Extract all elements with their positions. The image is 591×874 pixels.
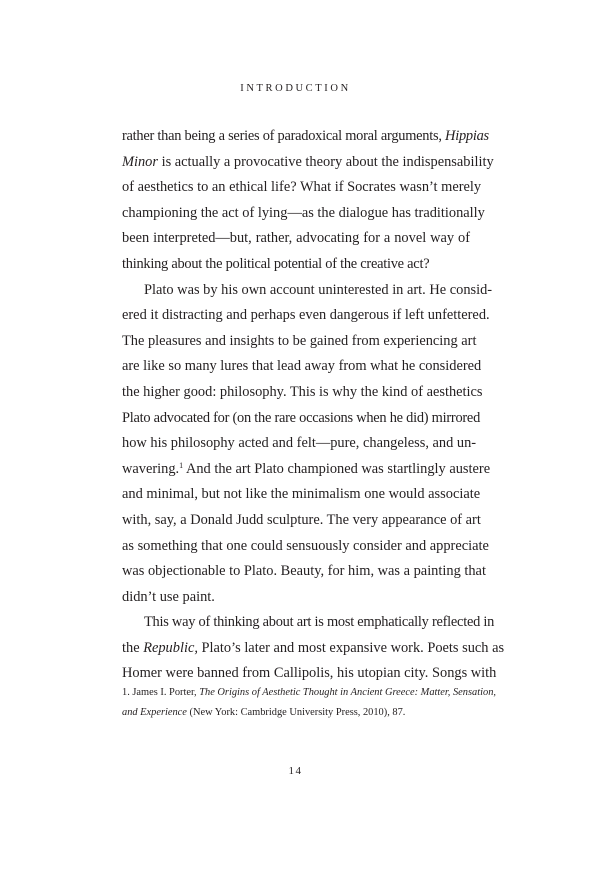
body-line <box>122 431 477 457</box>
text-run: as something that one could sensuously consider and appreciate <box>122 537 489 554</box>
body-line <box>122 457 491 483</box>
body-line <box>122 329 477 355</box>
text-run: how his philosophy acted and felt—pure, changeless, and un- <box>122 435 477 452</box>
footnote-line <box>122 703 470 723</box>
text-run: and minimal, but not like the minimalism one would associate <box>122 486 481 503</box>
text-run: been interpreted—but, rather, advocating for a novel way of <box>122 230 470 247</box>
text-run: 1. James I. Porter, <box>122 687 200 698</box>
text-run: with, say, a Donald Judd sculpture. The very appearance of art <box>122 511 481 528</box>
text-run: Plato was by his own account uninterested in art. He consid- <box>144 281 493 298</box>
body-line <box>122 610 495 636</box>
body-line <box>122 354 482 380</box>
text-run: And the art Plato championed was startlingly austere <box>183 460 491 477</box>
text-run: didn’t use paint. <box>122 588 215 605</box>
body-line <box>122 278 493 304</box>
body-line <box>122 226 470 252</box>
text-run: wavering. <box>122 460 180 477</box>
footnote-ref[interactable]: 1 <box>179 460 184 470</box>
italic-text: Minor <box>122 153 158 170</box>
body-line <box>122 252 470 278</box>
italic-text: Republic, <box>143 639 198 656</box>
italic-text: and Experience <box>122 707 187 718</box>
text-run: the higher good: philosophy. This is why the kind of aesthetics <box>122 383 483 400</box>
text-run: are like so many lures that lead away from what he considered <box>122 358 482 375</box>
footnotes <box>122 683 496 723</box>
text-run: (New York: Cambridge University Press, 2010), 87. <box>186 707 406 718</box>
body-line <box>122 201 485 227</box>
text-run: was objectionable to Plato. Beauty, for him, was a painting that <box>122 563 486 580</box>
footnote-line <box>122 683 496 703</box>
body-line <box>122 482 481 508</box>
body-line <box>122 380 483 406</box>
body-text <box>122 124 505 687</box>
body-line <box>122 585 470 611</box>
text-run: is actually a provocative theory about the indispensability <box>157 153 494 170</box>
body-line <box>122 150 494 176</box>
page-number: 14 <box>288 765 303 777</box>
text-run: Plato advocated for (on the rare occasions when he did) mirrored <box>122 409 481 426</box>
text-run: The pleasures and insights to be gained from experiencing art <box>122 332 477 349</box>
text-run: Plato’s later and most expansive work. Poets such as <box>197 639 505 656</box>
body-line <box>122 406 481 432</box>
text-run: championing the act of lying—as the dialogue has traditionally <box>122 204 485 221</box>
italic-text: The Origins of Aesthetic Thought in Ancient Greece: Matter, Sensation, <box>199 687 496 698</box>
body-line <box>122 124 489 150</box>
text-run: ered it distracting and perhaps even dangerous if left unfettered. <box>122 307 490 324</box>
text-run: This way of thinking about art is most emphatically reflected in <box>144 614 495 631</box>
text-run: Homer were banned from Callipolis, his utopian city. Songs with <box>122 665 497 682</box>
text-run: the <box>122 639 144 656</box>
body-line <box>122 303 490 329</box>
text-run: thinking about the political potential of the creative act? <box>122 255 430 272</box>
running-head: INTRODUCTION <box>240 83 351 94</box>
body-line <box>122 559 486 585</box>
body-line <box>122 175 482 201</box>
italic-text: Hippias <box>445 128 489 144</box>
body-line <box>122 636 505 662</box>
text-run: of aesthetics to an ethical life? What if Socrates wasn’t merely <box>122 179 482 196</box>
body-line <box>122 508 481 534</box>
body-line <box>122 534 489 560</box>
text-run: rather than being a series of paradoxical moral arguments, <box>122 128 446 144</box>
